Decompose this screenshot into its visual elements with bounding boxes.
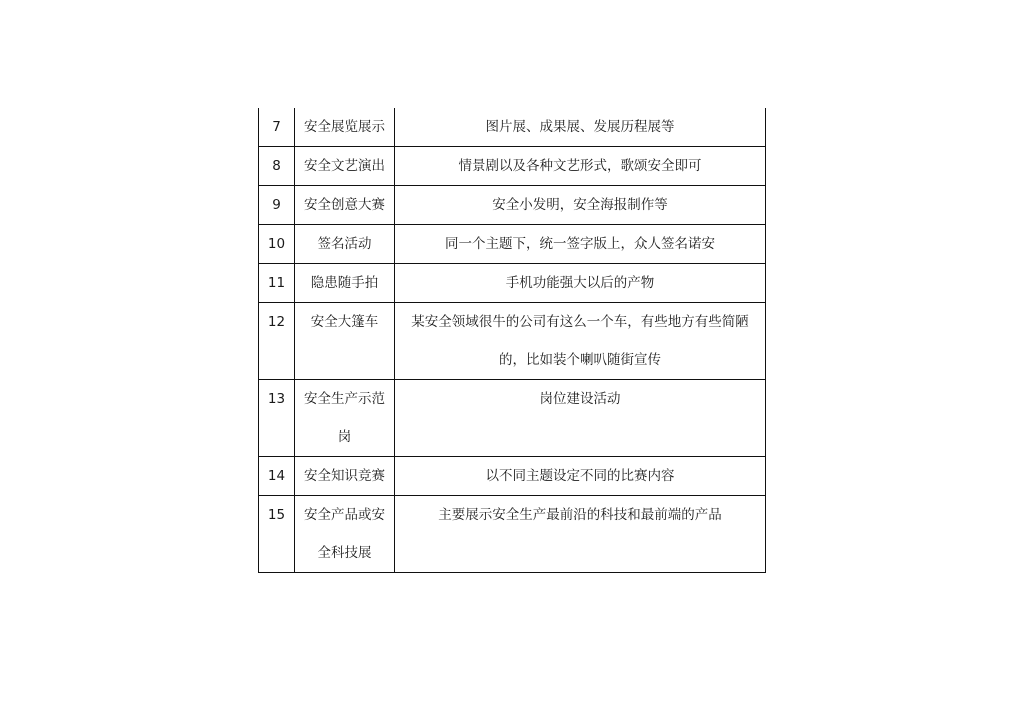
row-number: 14 (259, 457, 295, 496)
activity-description: 以不同主题设定不同的比赛内容 (395, 457, 766, 496)
activity-name: 安全生产示范岗 (295, 380, 395, 457)
activity-name: 安全展览展示 (295, 108, 395, 147)
activity-description: 主要展示安全生产最前沿的科技和最前端的产品 (395, 496, 766, 573)
activity-description: 岗位建设活动 (395, 380, 766, 457)
activity-name: 安全创意大赛 (295, 186, 395, 225)
table-row (259, 108, 766, 147)
activity-name: 隐患随手拍 (295, 264, 395, 303)
row-number: 8 (259, 147, 295, 186)
activity-description: 同一个主题下，统一签字版上，众人签名诺安 (395, 225, 766, 264)
row-number: 13 (259, 380, 295, 457)
row-number: 9 (259, 186, 295, 225)
table-row (259, 147, 766, 186)
row-number: 11 (259, 264, 295, 303)
activity-name: 安全知识竞赛 (295, 457, 395, 496)
row-number: 10 (259, 225, 295, 264)
activity-description: 情景剧以及各种文艺形式，歌颂安全即可 (395, 147, 766, 186)
activity-name: 安全产品或安全科技展 (295, 496, 395, 573)
table-row (259, 496, 766, 573)
activity-description: 某安全领域很牛的公司有这么一个车，有些地方有些简陋的，比如装个喇叭随街宣传 (395, 303, 766, 380)
activity-description: 安全小发明，安全海报制作等 (395, 186, 766, 225)
table-row (259, 303, 766, 380)
table-row (259, 186, 766, 225)
row-number: 7 (259, 108, 295, 147)
table-row (259, 225, 766, 264)
activity-name: 签名活动 (295, 225, 395, 264)
activity-name: 安全文艺演出 (295, 147, 395, 186)
row-number: 12 (259, 303, 295, 380)
activity-description: 图片展、成果展、发展历程展等 (395, 108, 766, 147)
table-row (259, 380, 766, 457)
row-number: 15 (259, 496, 295, 573)
activity-table (258, 108, 766, 573)
table-row (259, 264, 766, 303)
activity-description: 手机功能强大以后的产物 (395, 264, 766, 303)
table-row (259, 457, 766, 496)
activity-name: 安全大篷车 (295, 303, 395, 380)
